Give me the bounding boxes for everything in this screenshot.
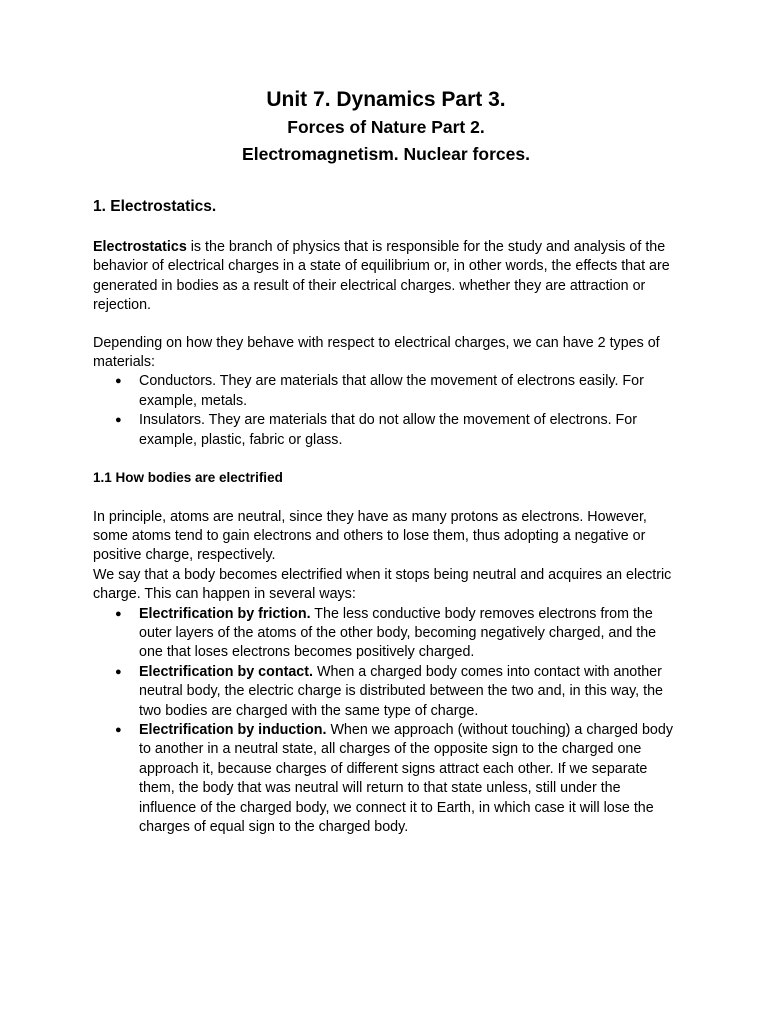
- document-subtitle-2: Electromagnetism. Nuclear forces.: [242, 144, 530, 164]
- method-text: When we approach (without touching) a charged body to another in a neutral state, all charges of the opposite sign to the charged one approach it, because charges of different signs attract each other. If we separate them, the body that was neutral will return to that state unless, still under the influence of the charged body, we connect it to Earth, in which case it will lose the charges of equal sign to the charged body.: [139, 722, 673, 836]
- subsection-heading-electrified: 1.1 How bodies are electrified: [93, 470, 283, 486]
- method-title: Electrification by friction.: [139, 605, 311, 622]
- list-item-conductors: [93, 372, 679, 411]
- paragraph-electrostatics-definition: [93, 238, 679, 316]
- definition-text: is the branch of physics that is responsible for the study and analysis of the behavior of electrical charges in a state of equilibrium or, in other words, the effects that are generated in bodies as a result of their electrical charges. whether they are attraction or rejection.: [93, 239, 670, 314]
- list-item-text: Insulators. They are materials that do not allow the movement of electrons. For example, plastic, fabric or glass.: [139, 412, 637, 448]
- materials-list: [93, 372, 679, 450]
- paragraph-materials-intro: Depending on how they behave with respect to electrical charges, we can have 2 types of materials:: [93, 334, 660, 371]
- document-page: [93, 86, 679, 837]
- list-item-contact: [93, 663, 679, 721]
- method-text: When a charged body comes into contact with another neutral body, the electric charge is distributed between the two and, in this way, the two bodies are charged with the same type of charge.: [139, 663, 663, 719]
- method-title: Electrification by contact.: [139, 663, 313, 680]
- list-item-induction: [93, 721, 679, 837]
- list-item-text: Conductors. They are materials that allow the movement of electrons easily. For example, metals.: [139, 373, 644, 409]
- bullet-icon: ●: [115, 607, 122, 620]
- bullet-icon: ●: [115, 414, 122, 427]
- document-title: Unit 7. Dynamics Part 3.: [266, 88, 506, 111]
- bullet-icon: ●: [115, 724, 122, 737]
- term-electrostatics: Electrostatics: [93, 239, 187, 255]
- paragraph-electrified-definition: We say that a body becomes electrified when it stops being neutral and acquires an electric charge. This can happen in several ways:: [93, 566, 672, 603]
- electrification-methods-list: [93, 605, 679, 838]
- method-text: The less conductive body removes electrons from the outer layers of the atoms of the other body, becoming negatively charged, and the one that loses electrons becomes positively charged.: [139, 605, 657, 661]
- bullet-icon: ●: [115, 375, 122, 388]
- method-title: Electrification by induction.: [139, 722, 327, 739]
- list-item-friction: [93, 605, 679, 663]
- document-subtitle: Forces of Nature Part 2.: [287, 117, 485, 137]
- section-heading-electrostatics: 1. Electrostatics.: [93, 198, 217, 215]
- list-item-insulators: [93, 411, 679, 450]
- bullet-icon: ●: [115, 665, 122, 678]
- paragraph-atoms-neutral: In principle, atoms are neutral, since they have as many protons as electrons. However, some atoms tend to gain electrons and others to lose them, thus adopting a negative or positive charge, respectively.: [93, 508, 647, 564]
